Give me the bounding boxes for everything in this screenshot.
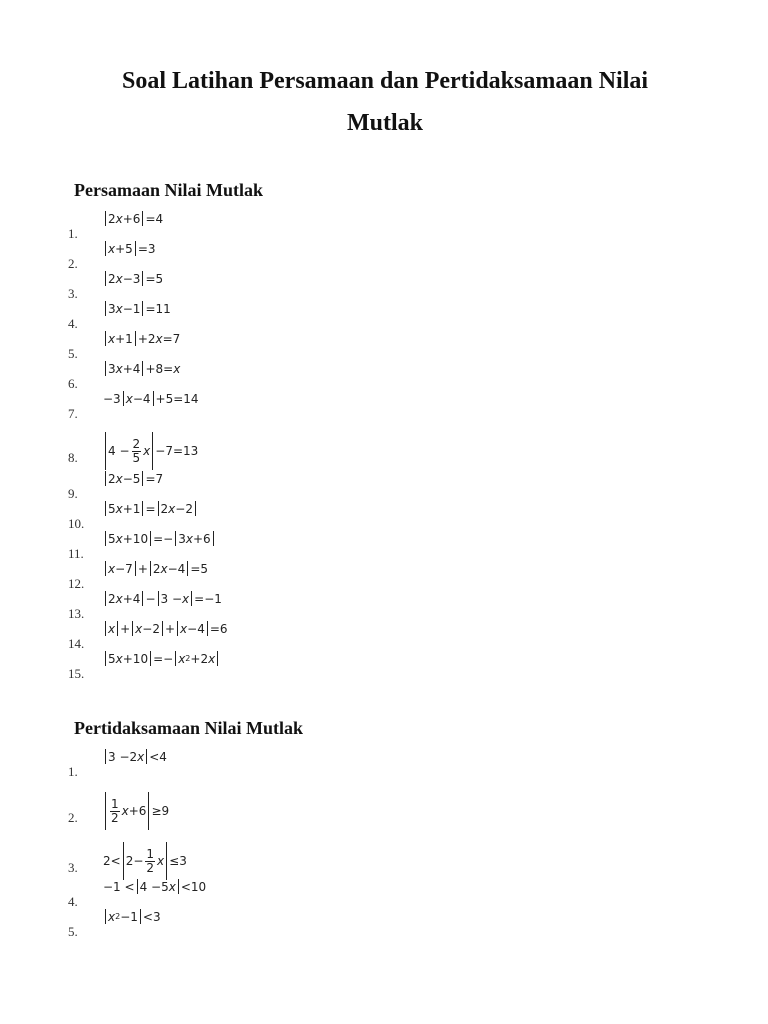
item-number: 11.	[68, 546, 84, 561]
fraction: $\frac{1}{2}$	[146, 846, 155, 875]
absolute-value-bar	[135, 561, 136, 576]
math-expression: x + x −2 + x −4 =6	[103, 621, 228, 636]
absolute-value-bar	[123, 391, 124, 406]
absolute-value-bar	[105, 271, 106, 286]
fraction: $\frac{1}{2}$	[111, 796, 119, 825]
absolute-value-bar	[135, 331, 136, 346]
math-expression: 3 x −1 =11	[103, 301, 171, 316]
item-number: 3.	[68, 860, 78, 875]
math-expression: −1 < 4 −5 x <10	[103, 879, 207, 894]
item-number: 12.	[68, 576, 85, 591]
absolute-value-bar	[213, 531, 214, 546]
math-expression: −3 x −4 +5=14	[103, 391, 199, 406]
item-number: 8.	[68, 450, 78, 465]
absolute-value-bar	[158, 501, 159, 516]
document-title-line1: Soal Latihan Persamaan dan Pertidaksamaan Nilai	[121, 68, 649, 94]
absolute-value-bar	[150, 651, 151, 666]
list-item	[0, 391, 768, 429]
math-expression: 5 x +10 =− x 2 +2 x	[103, 651, 220, 666]
item-number: 7.	[68, 406, 78, 421]
absolute-value-bar	[150, 561, 151, 576]
math-expression: 3 x +4 +8= x	[103, 361, 180, 376]
item-number: 5.	[68, 346, 78, 361]
absolute-value-bar	[152, 432, 153, 470]
absolute-value-bar	[105, 471, 106, 486]
item-number: 9.	[68, 486, 78, 501]
absolute-value-bar	[140, 909, 141, 924]
math-expression: 2 x −3 =5	[103, 271, 163, 286]
absolute-value-bar	[105, 361, 106, 376]
absolute-value-bar	[137, 879, 138, 894]
item-number: 2.	[68, 810, 78, 825]
absolute-value-bar	[105, 561, 106, 576]
list-item	[0, 438, 768, 468]
absolute-value-bar	[195, 501, 196, 516]
absolute-value-bar	[178, 879, 179, 894]
absolute-value-bar	[123, 842, 124, 880]
item-number: 14.	[68, 636, 85, 651]
absolute-value-bar	[105, 792, 106, 830]
absolute-value-bar	[105, 651, 106, 666]
absolute-value-bar	[105, 241, 106, 256]
math-expression: x 2 −1 <3	[103, 909, 161, 924]
list-item	[0, 749, 768, 787]
absolute-value-bar	[148, 792, 149, 830]
absolute-value-bar	[153, 391, 154, 406]
math-expression: 2 x −5 =7	[103, 471, 163, 486]
math-expression: 2 x +6 =4	[103, 211, 163, 226]
item-number: 13.	[68, 606, 85, 621]
math-expression: 2< 2− $\frac{1}{2}$ x ≤3	[103, 842, 187, 880]
math-expression: x −7 + 2 x −4 =5	[103, 561, 208, 576]
math-expression: 5 x +10 =− 3 x +6	[103, 531, 216, 546]
document-title-line2: Mutlak	[346, 110, 423, 136]
item-number: 2.	[68, 256, 78, 271]
absolute-value-bar	[142, 591, 143, 606]
absolute-value-bar	[158, 591, 159, 606]
absolute-value-bar	[150, 531, 151, 546]
list-item	[0, 848, 768, 878]
math-expression: 5 x +1 = 2 x −2	[103, 501, 198, 516]
math-expression: 2 x +4 − 3 − x =−1	[103, 591, 222, 606]
absolute-value-bar	[175, 651, 176, 666]
absolute-value-bar	[142, 211, 143, 226]
absolute-value-bar	[105, 301, 106, 316]
absolute-value-bar	[105, 211, 106, 226]
math-expression: 4 − $\frac{2}{5}$ x −7=13	[103, 432, 198, 470]
absolute-value-bar	[142, 271, 143, 286]
item-number: 4.	[68, 894, 78, 909]
item-number: 3.	[68, 286, 78, 301]
absolute-value-bar	[105, 331, 106, 346]
absolute-value-bar	[105, 432, 106, 470]
absolute-value-bar	[105, 621, 106, 636]
math-expression: x +5 =3	[103, 241, 156, 256]
absolute-value-bar	[191, 591, 192, 606]
absolute-value-bar	[142, 301, 143, 316]
item-number: 4.	[68, 316, 78, 331]
section-heading-pertidaksamaan: Pertidaksamaan Nilai Mutlak	[74, 718, 304, 738]
absolute-value-bar	[177, 621, 178, 636]
absolute-value-bar	[146, 749, 147, 764]
item-number: 6.	[68, 376, 78, 391]
absolute-value-bar	[105, 749, 106, 764]
item-number: 1.	[68, 764, 78, 779]
absolute-value-bar	[175, 531, 176, 546]
absolute-value-bar	[142, 501, 143, 516]
fraction: $\frac{2}{5}$	[132, 436, 141, 465]
item-number: 15.	[68, 666, 85, 681]
math-expression: x +1 +2 x =7	[103, 331, 180, 346]
absolute-value-bar	[162, 621, 163, 636]
absolute-value-bar	[105, 909, 106, 924]
item-number: 5.	[68, 924, 78, 939]
absolute-value-bar	[207, 621, 208, 636]
absolute-value-bar	[217, 651, 218, 666]
absolute-value-bar	[166, 842, 167, 880]
absolute-value-bar	[142, 361, 143, 376]
list-item	[0, 651, 768, 689]
section-heading-persamaan: Persamaan Nilai Mutlak	[74, 180, 263, 200]
item-number: 1.	[68, 226, 78, 241]
absolute-value-bar	[105, 531, 106, 546]
absolute-value-bar	[105, 591, 106, 606]
absolute-value-bar	[132, 621, 133, 636]
list-item	[0, 798, 768, 828]
math-expression: 3 −2 x <4	[103, 749, 167, 764]
absolute-value-bar	[105, 501, 106, 516]
absolute-value-bar	[135, 241, 136, 256]
absolute-value-bar	[117, 621, 118, 636]
list-item	[0, 909, 768, 947]
math-expression: $\frac{1}{2}$ x +6 ≥9	[103, 792, 169, 830]
item-number: 10.	[68, 516, 85, 531]
absolute-value-bar	[187, 561, 188, 576]
absolute-value-bar	[142, 471, 143, 486]
